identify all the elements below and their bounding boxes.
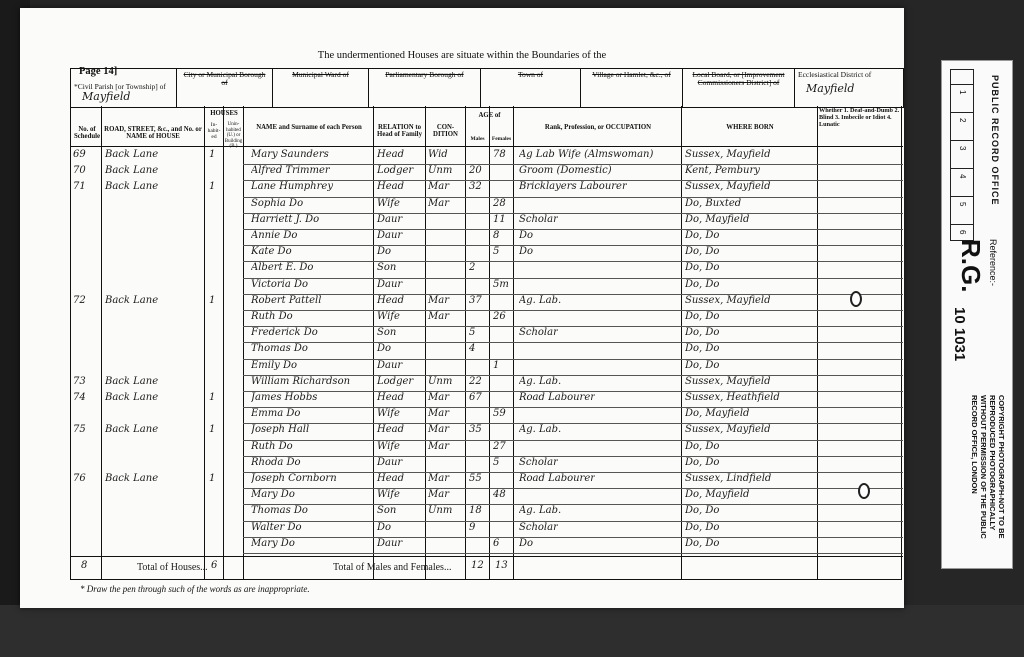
row-age-female: 27 [493,440,506,452]
row-birthplace: Sussex, Lindfield [685,473,772,484]
scale-tick [951,196,973,197]
col-divider [101,106,102,580]
row-birthplace: Do, Buxted [685,197,742,209]
colhead-road: ROAD, STREET, &c., and No. or NAME of HOUSE [104,126,202,141]
scale-label: 1 [958,90,967,95]
row-age-male: 32 [469,181,482,193]
row-birthplace: Do, Do [685,440,720,452]
row-condition: Unm [428,165,453,177]
row-rule [243,197,903,198]
header-ecclesiastical-label: Ecclesiastical District of [798,70,872,79]
total-houses-label: Total of Houses... [137,562,208,573]
row-occupation: Do [519,246,534,258]
scale-tick [951,168,973,169]
row-age-female: 6 [493,537,500,549]
row-relation: Wife [377,489,400,501]
row-road: Back Lane [105,181,159,193]
row-road: Back Lane [105,294,159,306]
row-rule [243,342,903,343]
row-birthplace: Sussex, Mayfield [685,294,771,306]
header-bottom-rule [71,146,903,147]
row-name: Mary Do [251,489,295,501]
row-relation: Daur [377,278,403,290]
boundary-header [70,68,904,108]
colhead-whether: Whether 1. Deaf-and-Dumb 2. Blind 3. Imbecile or Idiot 4. Lunatic [819,107,900,128]
row-name: Victoria Do [251,278,309,290]
row-name: Rhoda Do [251,456,301,468]
row-relation: Lodger [377,375,414,387]
row-name: Albert E. Do [251,262,314,274]
row-birthplace: Do, Do [685,505,720,517]
col-divider [223,106,224,580]
row-schedule: 75 [73,424,86,436]
census-page [20,8,904,608]
row-birthplace: Do, Do [685,327,720,339]
row-road: Back Lane [105,392,159,403]
row-age-male: 37 [469,294,482,306]
row-age-male: 22 [469,375,482,387]
row-age-female: 26 [493,311,506,322]
row-road: Back Lane [105,473,159,484]
row-road: Back Lane [105,165,159,177]
row-age-male: 18 [469,505,482,517]
row-name: Robert Pattell [251,294,322,306]
row-name: Frederick Do [251,327,318,339]
row-relation: Daur [377,456,403,468]
row-relation: Wife [377,440,400,452]
row-name: Joseph Cornborn [251,473,337,484]
row-birthplace: Do, Do [685,311,720,322]
row-condition: Wid [428,149,448,160]
row-condition: Unm [428,505,453,517]
page-number: Page 14] [79,66,118,77]
row-name: Ruth Do [251,311,293,322]
row-occupation: Scholar [519,327,558,339]
row-rule [243,229,903,230]
row-age-male: 2 [469,262,476,274]
row-occupation: Ag Lab Wife (Almswoman) [519,149,654,160]
scale-label: 4 [958,174,967,179]
row-relation: Lodger [377,165,414,177]
punch-hole-bottom [858,483,870,499]
row-relation: Daur [377,213,403,225]
row-name: Kate Do [251,246,292,258]
row-condition: Mar [428,489,449,501]
scale-label: 5 [958,202,967,207]
row-condition: Mar [428,440,449,452]
row-name: Thomas Do [251,505,308,517]
row-relation: Do [377,246,392,258]
row-birthplace: Do, Mayfield [685,213,750,225]
reference-heading: PUBLIC RECORD OFFICE [990,75,1000,206]
row-schedule: 70 [73,165,86,177]
row-name: James Hobbs [251,392,318,403]
colhead-condition: CON-DITION [433,124,458,139]
row-rule [243,537,903,538]
row-rule [243,310,903,311]
row-relation: Do [377,343,392,355]
row-occupation: Road Labourer [519,473,596,484]
totals-top-rule [71,556,903,557]
row-schedule: 72 [73,294,86,306]
row-name: Thomas Do [251,343,308,355]
row-birthplace: Do, Mayfield [685,489,750,501]
scale-tick [951,112,973,113]
row-relation: Head [377,424,405,436]
row-relation: Head [377,149,405,160]
row-road: Back Lane [105,149,159,160]
census-sheet [70,60,902,580]
row-birthplace: Do, Do [685,262,720,274]
row-age-male: 9 [469,521,476,533]
row-age-male: 35 [469,424,482,436]
row-rule [243,488,903,489]
row-birthplace: Do, Do [685,278,720,290]
header-civil-parish-label: *Civil Parish [or Township] of [74,82,166,91]
row-name: Joseph Hall [251,424,310,436]
row-age-female: 8 [493,230,500,241]
row-rule [243,326,903,327]
row-relation: Daur [377,359,403,371]
total-females: 13 [495,560,508,571]
row-birthplace: Do, Do [685,537,720,549]
row-age-male: 55 [469,473,482,484]
header-parliamentary-borough: Parliamentary Borough of [369,69,481,107]
row-condition: Unm [428,375,453,387]
scale-tick [951,84,973,85]
punch-hole-top [850,291,862,307]
row-condition: Mar [428,181,449,193]
row-condition: Mar [428,294,449,306]
row-condition: Mar [428,424,449,436]
row-inhabited: 1 [209,149,216,160]
row-rule [243,407,903,408]
page-title: The undermentioned Houses are situate within the Boundaries of the [317,50,607,61]
row-birthplace: Do, Do [685,359,720,371]
row-occupation: Ag. Lab. [519,505,562,517]
row-relation: Head [377,473,405,484]
header-municipal-ward: Municipal Ward of [273,69,369,107]
header-civil-parish-value: Mayfield [82,89,131,103]
row-age-male: 5 [469,327,476,339]
scale-tick [951,140,973,141]
row-road: Back Lane [105,375,159,387]
row-age-female: 5 [493,456,500,468]
row-birthplace: Kent, Pembury [685,165,760,177]
row-condition: Mar [428,392,449,403]
row-rule [243,504,903,505]
row-name: Ruth Do [251,440,293,452]
row-name: Mary Do [251,537,295,549]
row-age-female: 11 [493,213,506,225]
colhead-occupation: Rank, Profession, or OCCUPATION [544,124,652,131]
row-occupation: Groom (Domestic) [519,165,612,177]
row-occupation: Ag. Lab. [519,294,562,306]
scale-ruler [950,69,974,241]
row-relation: Head [377,392,405,403]
row-schedule: 69 [73,149,86,160]
total-houses: 6 [211,560,218,571]
colhead-uninhabited: Unin-habited (U.) or Building (B.) [224,122,243,149]
row-birthplace: Sussex, Heathfield [685,392,780,403]
row-name: Alfred Trimmer [251,165,330,177]
total-persons-label: Total of Males and Females... [333,562,452,573]
row-inhabited: 1 [209,181,216,193]
row-birthplace: Sussex, Mayfield [685,181,771,193]
row-name: Emma Do [251,408,301,420]
row-rule [243,213,903,214]
copyright-notice: COPYRIGHT PHOTOGRAPH-NOT TO BE REPRODUCED PHOTOGRAPHICALLY WITHOUT PERMISSION OF THE PUBLIC RECORD OFFICE, LONDON [970,395,1006,539]
row-birthplace: Do, Do [685,521,720,533]
colhead-age: AGE of [478,112,501,119]
row-relation: Son [377,505,397,517]
row-relation: Son [377,262,397,274]
total-males: 12 [471,560,484,571]
colhead-schedule: No. of Schedule [73,126,101,141]
row-age-female: 5m [493,278,509,290]
header-ecclesiastical-value: Mayfield [806,81,855,95]
row-condition: Mar [428,408,449,420]
header-local-board: Local Board, or [Improvement Commissioners District] of [683,69,795,107]
row-condition: Mar [428,473,449,484]
colhead-houses: HOUSES [210,110,238,117]
colhead-relation: RELATION to Head of Family [377,124,422,139]
row-age-female: 1 [493,359,500,371]
row-inhabited: 1 [209,424,216,436]
header-municipal-borough: City or Municipal Borough of [177,69,273,107]
row-rule [243,553,903,554]
scale-tick [951,224,973,225]
row-road: Back Lane [105,424,159,436]
row-occupation: Do [519,230,534,241]
row-age-male: 4 [469,343,476,355]
colhead-born: WHERE BORN [726,124,774,131]
colhead-inhabited: In-habit-ed [207,122,221,141]
row-age-female: 28 [493,197,506,209]
row-occupation: Ag. Lab. [519,424,562,436]
row-age-female: 59 [493,408,506,420]
row-schedule: 76 [73,473,86,484]
row-name: Walter Do [251,521,302,533]
header-village: Village or Hamlet, &c., of [581,69,683,107]
row-schedule: 74 [73,392,86,403]
row-relation: Wife [377,408,400,420]
row-rule [243,440,903,441]
census-table [70,106,902,580]
colhead-males: Males [470,136,485,142]
row-age-female: 48 [493,489,506,501]
row-schedule: 71 [73,181,86,193]
row-occupation: Ag. Lab. [519,375,562,387]
row-relation: Daur [377,230,403,241]
row-name: William Richardson [251,375,351,387]
row-age-female: 5 [493,246,500,258]
reference-series: R.G. [956,239,986,293]
row-relation: Do [377,521,392,533]
scale-label: 3 [958,146,967,151]
row-birthplace: Do, Do [685,246,720,258]
row-condition: Mar [428,197,449,209]
row-age-male: 20 [469,165,482,177]
row-relation: Wife [377,197,400,209]
row-birthplace: Sussex, Mayfield [685,149,771,160]
row-rule [243,521,903,522]
row-relation: Head [377,294,405,306]
colhead-females: Females [491,136,512,142]
row-occupation: Scholar [519,213,558,225]
row-age-female: 78 [493,149,506,160]
row-rule [243,278,903,279]
scale-label: 6 [958,230,967,235]
row-relation: Wife [377,311,400,322]
row-occupation: Scholar [519,456,558,468]
header-town: Town of [481,69,581,107]
row-relation: Son [377,327,397,339]
row-birthplace: Do, Mayfield [685,408,750,420]
row-occupation: Scholar [519,521,558,533]
reference-label: Reference:- [988,239,998,287]
row-birthplace: Sussex, Mayfield [685,424,771,436]
row-rule [243,423,903,424]
col-divider [204,106,205,580]
row-name: Emily Do [251,359,298,371]
row-inhabited: 1 [209,473,216,484]
row-birthplace: Sussex, Mayfield [685,375,771,387]
row-age-male: 67 [469,392,482,403]
header-civil-parish [71,69,177,107]
row-inhabited: 1 [209,392,216,403]
row-relation: Daur [377,537,403,549]
footnote: * Draw the pen through such of the words as are inappropriate. [80,584,310,594]
row-name: Harriett J. Do [251,213,320,225]
row-rule [243,245,903,246]
row-rule [243,261,903,262]
reference-piece: 10 1031 [951,307,968,362]
row-occupation: Bricklayers Labourer [519,181,627,193]
header-ecclesiastical [795,69,901,107]
scan-background-bottom [0,605,1024,657]
total-schedules: 8 [81,560,88,571]
reference-strip [941,60,1013,569]
row-name: Mary Saunders [251,149,329,160]
row-schedule: 73 [73,375,86,387]
row-occupation: Do [519,537,534,549]
row-name: Annie Do [251,230,298,241]
row-birthplace: Do, Do [685,343,720,355]
colhead-name: NAME and Surname of each Person [256,124,362,131]
row-inhabited: 1 [209,294,216,306]
row-rule [243,359,903,360]
row-condition: Mar [428,311,449,322]
row-relation: Head [377,181,405,193]
row-birthplace: Do, Do [685,230,720,241]
row-name: Lane Humphrey [251,181,333,193]
row-rule [243,456,903,457]
row-name: Sophia Do [251,197,304,209]
scale-label: 2 [958,118,967,123]
row-birthplace: Do, Do [685,456,720,468]
row-occupation: Road Labourer [519,392,596,403]
row-rule [243,294,903,295]
